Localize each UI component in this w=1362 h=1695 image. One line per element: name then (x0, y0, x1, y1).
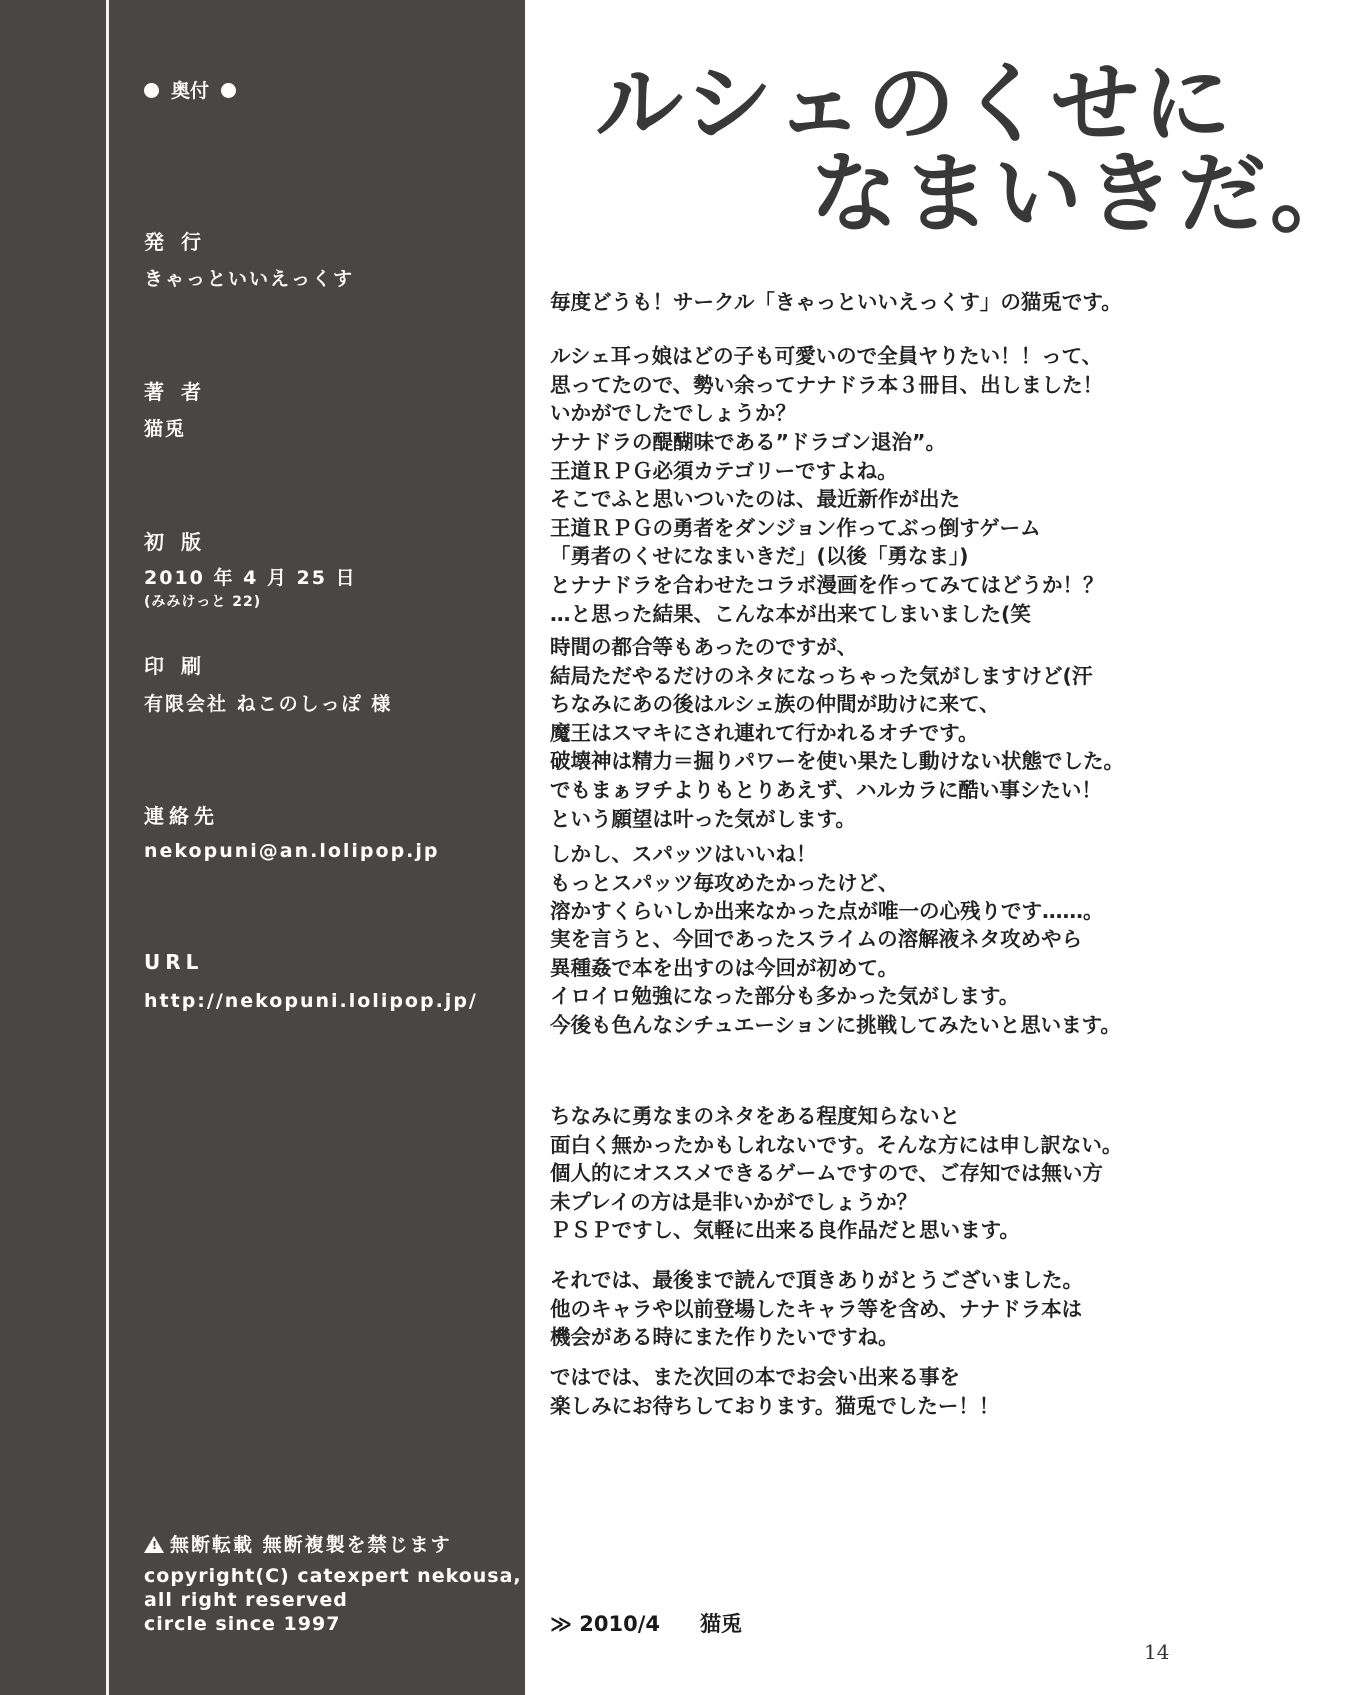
paragraph-line: 結局ただやるだけのネタになっちゃった気がしますけど(汗 (550, 663, 1093, 688)
paragraph-line: 溶かすくらいしか出来なかった点が唯一の心残りです……。 (550, 899, 1104, 924)
contact-label: 連絡先 (144, 804, 219, 828)
signature (550, 1608, 742, 1638)
paragraph-line: いかがでしたでしょうか？ (550, 401, 796, 426)
paragraph-line: そこでふと思いついたのは、最近新作が出た (550, 487, 960, 512)
signature-author: 猫兎 (700, 1612, 743, 1636)
printing-label: 印 刷 (144, 654, 206, 678)
paragraph-line: 毎度どうも！サークル「きゃっといいえっくす」の猫兎です。 (550, 290, 1122, 314)
paragraph-line: 今後も色んなシチュエーションに挑戦してみたいと思います。 (550, 1012, 1121, 1037)
publisher-label: 発 行 (144, 230, 206, 254)
author-value: 猫兎 (144, 418, 187, 440)
paragraph (550, 1102, 1122, 1245)
page-number: 14 (1144, 1640, 1170, 1664)
paragraph-line: ちなみにあの後はルシェ族の仲間が助けに来て、 (550, 692, 1000, 717)
paragraph (550, 428, 1104, 628)
paragraph-line: という願望は叶った気がします。 (550, 806, 856, 831)
title-logo (595, 50, 1362, 245)
sidebar-divider (106, 0, 109, 1695)
paragraph-line: 他のキャラや以前登場したキャラ等を含め、ナナドラ本は (550, 1296, 1083, 1321)
url-label: URL (144, 950, 204, 974)
colophon-sidebar (0, 0, 525, 1695)
paragraph-line: 未プレイの方は是非いかがでしょうか？ (550, 1189, 918, 1214)
paragraph-line: 破壊神は精力＝掘りパワーを使い果たし動けない状態でした。 (550, 749, 1124, 774)
bullet-dot-icon (144, 83, 159, 98)
first-edition-label: 初 版 (144, 530, 206, 554)
paragraph-line: もっとスパッツ毎攻めたかったけど、 (550, 870, 899, 895)
paragraph-line: 魔王はスマキにされ連れて行かれるオチです。 (550, 720, 979, 745)
paragraph-line: 思ってたので、勢い余ってナナドラ本３冊目、出しました！ (550, 372, 1104, 397)
colophon-title (144, 76, 236, 103)
publisher-value: きゃっといいえっくす (144, 268, 355, 290)
paragraph-line: 異種姦で本を出すのは今回が初めて。 (550, 955, 899, 980)
paragraph-line: 面白く無かったかもしれないです。そんな方には申し訳ない。 (550, 1132, 1123, 1157)
paragraph (550, 633, 1124, 833)
paragraph-line: とナナドラを合わせたコラボ漫画を作ってみてはどうか！？ (550, 572, 1104, 597)
title-logo-line-2: なまいきだ。 (810, 142, 1362, 245)
signature-date: ≫ 2010/4 (550, 1612, 661, 1636)
paragraph-line: ルシェ耳っ娘はどの子も可愛いので全員ヤりたい！！って、 (550, 344, 1103, 368)
copyright-line: copyright(C) catexpert nekousa, (144, 1565, 522, 1587)
contact-email: nekopuni@an.lolipop.jp (144, 840, 440, 862)
paragraph-line: ちなみに勇なまのネタをある程度知らないと (550, 1104, 960, 1128)
paragraph-line: 機会がある時にまた作りたいですね。 (550, 1325, 899, 1350)
paragraph-line: 個人的にオススメできるゲームですので、ご存知では無い方 (550, 1161, 1103, 1186)
copyright-line: circle since 1997 (144, 1613, 341, 1635)
url-value: http://nekopuni.lolipop.jp/ (144, 990, 478, 1012)
paragraph (550, 342, 1103, 428)
paragraph-line: 時間の都合等もあったのですが、 (550, 635, 858, 659)
paragraph (550, 840, 1104, 926)
first-edition-date: 2010 年 4 月 25 日 (144, 567, 357, 589)
bullet-dot-icon (221, 83, 236, 98)
paragraph (550, 1266, 1083, 1352)
reproduction-warning (144, 1530, 452, 1557)
paragraph (550, 925, 1121, 1039)
paragraph-line: 「勇者のくせになまいきだ」(以後「勇なま」) (550, 544, 969, 569)
colophon-title-label: 奥付 (171, 80, 210, 102)
paragraph-line: しかし、スパッツはいいね！ (550, 842, 817, 866)
warning-text: 無断転載 無断複製を禁じます (170, 1534, 452, 1556)
paragraph-line: ＰＳＰですし、気軽に出来る良作品だと思います。 (550, 1218, 1020, 1243)
paragraph-line: 王道ＲＰＧの勇者をダンジョン作ってぶっ倒すゲーム (550, 515, 1041, 540)
warning-icon: ! (144, 1536, 164, 1553)
copyright-line: all right reserved (144, 1589, 348, 1611)
paragraph (550, 288, 1122, 317)
paragraph-line: 楽しみにお待ちしております。猫兎でしたー！！ (550, 1393, 1000, 1418)
first-edition-event: (みみけっと 22) (144, 594, 262, 610)
paragraph-line: でもまぁヲチよりもとりあえず、ハルカラに酷い事シたい！ (550, 777, 1102, 802)
author-label: 著 者 (144, 380, 206, 404)
paragraph (550, 1363, 999, 1420)
paragraph-line: …と思った結果、こんな本が出来てしまいました(笑 (550, 601, 1031, 626)
title-logo-line-1: ルシェのくせに (595, 52, 1236, 155)
paragraph-line: それでは、最後まで読んで頂きありがとうございました。 (550, 1268, 1083, 1292)
paragraph-line: ではでは、また次回の本でお会い出来る事を (550, 1365, 960, 1389)
printer-value: 有限会社 ねこのしっぽ 様 (144, 693, 393, 715)
paragraph-line: 実を言うと、今回であったスライムの溶解液ネタ攻めやら (550, 927, 1083, 951)
paragraph-line: イロイロ勉強になった部分も多かった気がします。 (550, 984, 1020, 1009)
paragraph-line: 王道ＲＰＧ必須カテゴリーですよね。 (550, 458, 898, 483)
paragraph-line: ナナドラの醍醐味である”ドラゴン退治”。 (550, 430, 946, 454)
